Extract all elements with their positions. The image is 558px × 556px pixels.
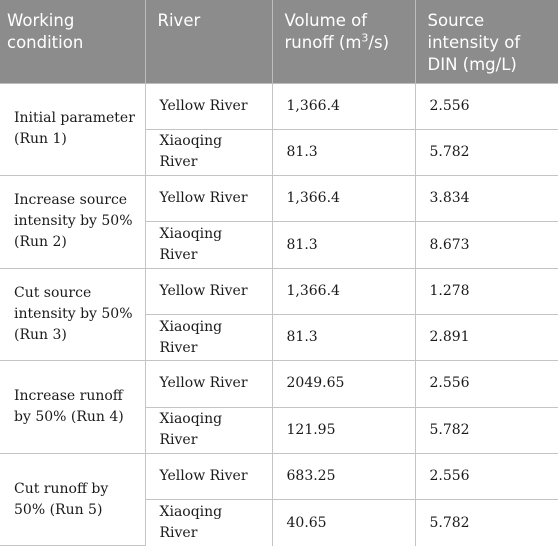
river-cell: Xiaoqing River — [145, 129, 272, 175]
working-condition-cell: Initial parameter (Run 1) — [0, 83, 145, 176]
intensity-cell: 1.278 — [415, 268, 558, 314]
header-volume-unit: /s) — [368, 33, 390, 52]
header-volume-superscript: 3 — [361, 31, 369, 45]
working-condition-cell: Increase source intensity by 50% (Run 2) — [0, 176, 145, 269]
table-row — [0, 453, 558, 499]
intensity-cell: 2.556 — [415, 83, 558, 129]
working-condition-cell: Increase runoff by 50% (Run 4) — [0, 361, 145, 454]
header-row — [0, 0, 558, 83]
table-body — [0, 83, 558, 546]
volume-cell: 81.3 — [272, 222, 415, 268]
river-cell: Yellow River — [145, 361, 272, 407]
river-cell: Yellow River — [145, 176, 272, 222]
intensity-cell: 8.673 — [415, 222, 558, 268]
river-cell: Yellow River — [145, 453, 272, 499]
river-cell: Xiaoqing River — [145, 222, 272, 268]
river-cell: Yellow River — [145, 83, 272, 129]
river-cell: Xiaoqing River — [145, 407, 272, 453]
working-condition-cell: Cut runoff by 50% (Run 5) — [0, 453, 145, 546]
volume-cell: 121.95 — [272, 407, 415, 453]
header-volume-of-runoff — [272, 0, 415, 83]
volume-cell: 1,366.4 — [272, 176, 415, 222]
volume-cell: 2049.65 — [272, 361, 415, 407]
table-row — [0, 268, 558, 314]
intensity-cell: 5.782 — [415, 407, 558, 453]
header-river: River — [145, 0, 272, 83]
intensity-cell: 3.834 — [415, 176, 558, 222]
river-cell: Xiaoqing River — [145, 500, 272, 546]
volume-cell: 1,366.4 — [272, 83, 415, 129]
river-cell: Yellow River — [145, 268, 272, 314]
header-source-intensity: Source intensity of DIN (mg/L) — [415, 0, 558, 83]
river-cell: Xiaoqing River — [145, 314, 272, 360]
header-volume-text: Volume of runoff (m — [284, 11, 368, 52]
header-working-condition: Working condition — [0, 0, 145, 83]
table-row — [0, 176, 558, 222]
volume-cell: 40.65 — [272, 500, 415, 546]
intensity-cell: 2.556 — [415, 453, 558, 499]
intensity-cell: 2.556 — [415, 361, 558, 407]
volume-cell: 683.25 — [272, 453, 415, 499]
table-row — [0, 361, 558, 407]
table-header — [0, 0, 558, 83]
intensity-cell: 5.782 — [415, 129, 558, 175]
volume-cell: 1,366.4 — [272, 268, 415, 314]
working-condition-cell: Cut source intensity by 50% (Run 3) — [0, 268, 145, 361]
volume-cell: 81.3 — [272, 129, 415, 175]
intensity-cell: 2.891 — [415, 314, 558, 360]
table-row — [0, 83, 558, 129]
volume-cell: 81.3 — [272, 314, 415, 360]
intensity-cell: 5.782 — [415, 500, 558, 546]
